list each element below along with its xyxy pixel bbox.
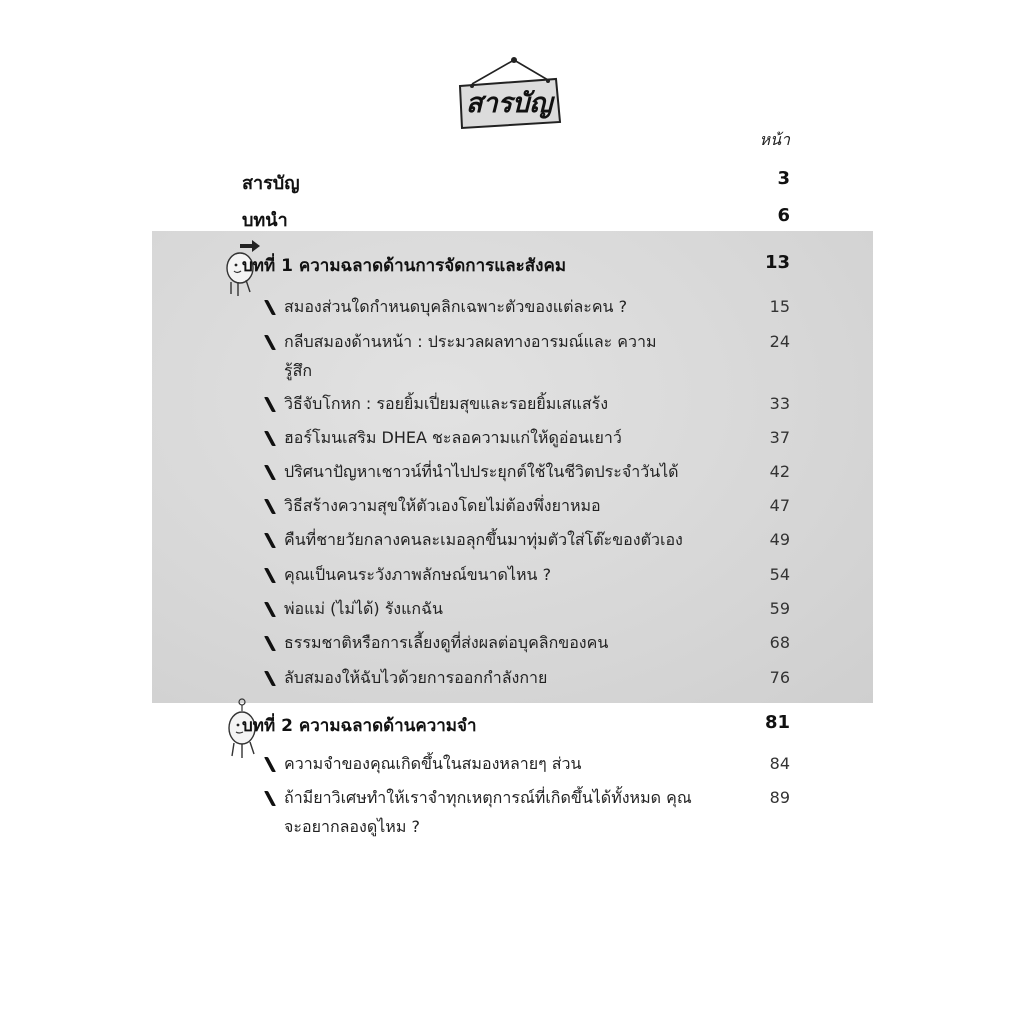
- toc-sub-entry-label: คุณเป็นคนระวังภาพลักษณ์ขนาดไหน ?: [284, 565, 552, 584]
- chapter-2-heading[interactable]: [242, 712, 790, 738]
- toc-sub-entry-page: 49: [769, 530, 790, 549]
- toc-sub-entry-page: 47: [769, 496, 790, 515]
- toc-sub-entry[interactable]: [242, 663, 790, 693]
- chapter-page: 13: [764, 252, 790, 273]
- toc-sub-entry[interactable]: [242, 628, 790, 658]
- toc-entry[interactable]: [242, 168, 790, 194]
- chapter-title: บทที่ 2 ความฉลาดด้านความจำ: [242, 716, 477, 736]
- toc-sub-entry[interactable]: [242, 292, 790, 322]
- toc-sub-entry-page: 54: [769, 565, 790, 584]
- toc-sub-entry[interactable]: [242, 749, 790, 779]
- toc-sub-entry-page: 84: [769, 754, 790, 773]
- chapter-title: บทที่ 1 ความฉลาดด้านการจัดการและสังคม: [242, 256, 567, 276]
- toc-sub-entry[interactable]: [242, 594, 790, 624]
- toc-sub-entry-label: ลับสมองให้ฉับไวด้วยการออกกำลังกาย: [284, 668, 548, 687]
- toc-entry-page: 3: [777, 168, 790, 189]
- toc-sub-entry-page: 24: [769, 332, 790, 351]
- toc-entry[interactable]: [242, 205, 790, 231]
- toc-sub-entry-page: 15: [769, 297, 790, 316]
- toc-entry-page: 6: [777, 205, 790, 226]
- title-sign: [448, 52, 568, 132]
- toc-sub-entry[interactable]: [242, 327, 790, 385]
- toc-sub-entry-label: กลีบสมองด้านหน้า : ประมวลผลทางอารมณ์และ ความรู้สึก: [284, 332, 657, 380]
- bullet-mark-icon: [264, 636, 276, 651]
- bullet-mark-icon: [264, 671, 276, 686]
- toc-title: สารบัญ: [466, 88, 553, 119]
- toc-sub-entry-label: ถ้ามียาวิเศษทำให้เราจำทุกเหตุการณ์ที่เกิดขึ้นได้ทั้งหมด คุณจะอยากลองดูไหม ?: [284, 788, 692, 836]
- toc-sub-entry[interactable]: [242, 491, 790, 521]
- toc-sub-entry[interactable]: [242, 783, 790, 841]
- toc-sub-entry[interactable]: [242, 525, 790, 555]
- toc-sub-entry-label: วิธีจับโกหก : รอยยิ้มเปี่ยมสุขและรอยยิ้มเสแสร้ง: [284, 394, 609, 413]
- page-column-label: หน้า: [759, 130, 790, 149]
- bullet-mark-icon: [264, 568, 276, 583]
- bullet-mark-icon: [264, 397, 276, 412]
- bullet-mark-icon: [264, 335, 276, 350]
- bullet-mark-icon: [264, 431, 276, 446]
- toc-sub-entry-label: ฮอร์โมนเสริม DHEA ชะลอความแก่ให้ดูอ่อนเยาว์: [284, 428, 622, 447]
- toc-sub-entry-page: 76: [769, 668, 790, 687]
- toc-entry-label: บทนำ: [242, 210, 288, 231]
- toc-sub-entry[interactable]: [242, 389, 790, 419]
- toc-sub-entry-page: 42: [769, 462, 790, 481]
- bullet-mark-icon: [264, 465, 276, 480]
- toc-sub-entry-page: 89: [769, 788, 790, 807]
- toc-sub-entry-page: 37: [769, 428, 790, 447]
- bullet-mark-icon: [264, 533, 276, 548]
- bullet-mark-icon: [264, 602, 276, 617]
- toc-sub-entry[interactable]: [242, 560, 790, 590]
- toc-sub-entry-label: ปริศนาปัญหาเชาวน์ที่นำไปประยุกต์ใช้ในชีวิตประจำวันได้: [284, 462, 679, 481]
- toc-sub-entry-label: วิธีสร้างความสุขให้ตัวเองโดยไม่ต้องพึ่งยาหมอ: [284, 496, 601, 515]
- toc-sub-entry[interactable]: [242, 423, 790, 453]
- bullet-mark-icon: [264, 791, 276, 806]
- toc-sub-entry-page: 33: [769, 394, 790, 413]
- chapter-1-heading[interactable]: [242, 252, 790, 278]
- toc-entry-label: สารบัญ: [242, 173, 300, 194]
- toc-sub-entry[interactable]: [242, 457, 790, 487]
- chapter-page: 81: [764, 712, 790, 733]
- bullet-mark-icon: [264, 499, 276, 514]
- toc-sub-entry-label: พ่อแม่ (ไม่ได้) รังแกฉัน: [284, 599, 443, 618]
- toc-sub-entry-label: คืนที่ชายวัยกลางคนละเมอลุกขึ้นมาทุ่มตัวใส่โต๊ะของตัวเอง: [284, 530, 683, 549]
- toc-sub-entry-label: ความจำของคุณเกิดขึ้นในสมองหลายๆ ส่วน: [284, 754, 582, 773]
- toc-sub-entry-page: 68: [769, 633, 790, 652]
- toc-sub-entry-label: ธรรมชาติหรือการเลี้ยงดูที่ส่งผลต่อบุคลิกของคน: [284, 633, 609, 652]
- bullet-mark-icon: [264, 757, 276, 772]
- toc-sub-entry-label: สมองส่วนใดกำหนดบุคลิกเฉพาะตัวของแต่ละคน ?: [284, 297, 628, 316]
- toc-sub-entry-page: 59: [769, 599, 790, 618]
- bullet-mark-icon: [264, 300, 276, 315]
